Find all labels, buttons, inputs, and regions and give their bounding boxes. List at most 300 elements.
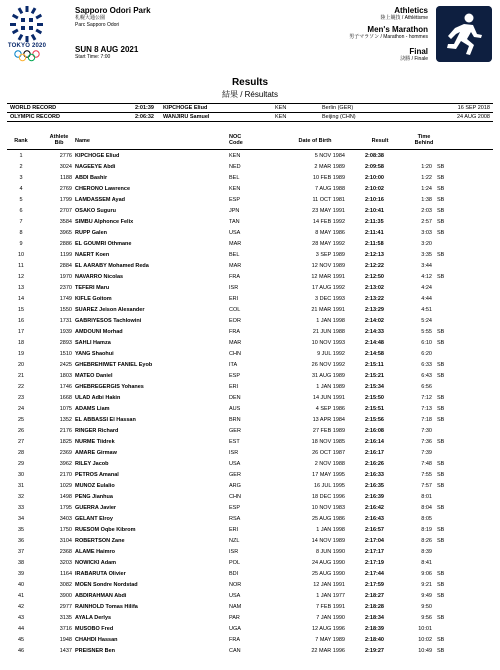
table-row [7, 195, 493, 206]
cell-noc: ARG [229, 483, 241, 489]
venue-block [75, 6, 151, 29]
cell-result: 2:15:34 [365, 384, 384, 390]
cell-dob: 7 JAN 1990 [316, 615, 345, 621]
cell-dob: 14 NOV 1989 [311, 538, 345, 544]
cell-result: 2:16:33 [365, 472, 384, 478]
cell-dob: 14 JUN 1991 [312, 395, 345, 401]
cell-name: EL ABBASSI El Hassan [75, 417, 136, 423]
cell-result: 2:16:43 [365, 516, 384, 522]
table-row [7, 338, 493, 349]
cell-noc: CHN [229, 351, 241, 357]
cell-result: 2:13:02 [365, 285, 384, 291]
cell-dob: 5 NOV 1984 [314, 153, 345, 159]
header-rank: Rank [14, 138, 28, 144]
cell-dob: 10 NOV 1993 [311, 340, 345, 346]
cell-time-behind: 8:41 [421, 560, 432, 566]
cell-bib: 2776 [59, 153, 72, 159]
cell-dob: 2 MAR 1989 [314, 164, 345, 170]
cell-name: MOEN Sondre Nordstad [75, 582, 138, 588]
cell-dob: 25 AUG 1986 [311, 516, 345, 522]
cell-result: 2:14:02 [365, 318, 384, 324]
cell-noc: DEN [229, 395, 241, 401]
cell-rank: 39 [17, 571, 25, 577]
cell-remark: SB [437, 461, 445, 467]
cell-noc: USA [229, 461, 241, 467]
cell-result: 2:10:16 [365, 197, 384, 203]
cell-time-behind: 7:13 [421, 406, 432, 412]
athletics-running-icon [436, 6, 492, 62]
cell-time-behind: 6:10 [421, 340, 432, 346]
cell-name: NOWICKI Adam [75, 560, 117, 566]
session-date: SUN 8 AUG 2021 [75, 45, 139, 54]
cell-time-behind: 4:12 [421, 274, 432, 280]
cell-noc: TAN [229, 219, 240, 225]
header-tb-line2: Behind [414, 140, 434, 146]
cell-time-behind: 5:24 [421, 318, 432, 324]
cell-bib: 2977 [59, 604, 72, 610]
table-row [7, 349, 493, 360]
cell-rank: 21 [17, 373, 25, 379]
table-row [7, 580, 493, 591]
cell-time-behind: 7:36 [421, 439, 432, 445]
cell-dob: 28 MAY 1992 [312, 241, 345, 247]
cell-dob: 12 MAR 1991 [311, 274, 345, 280]
cell-noc: USA [229, 230, 241, 236]
cell-dob: 1 JAN 1977 [316, 593, 345, 599]
table-row [7, 470, 493, 481]
cell-name: EL GOUMRI Othmane [75, 241, 132, 247]
cell-dob: 7 FEB 1991 [315, 604, 345, 610]
cell-bib: 2884 [59, 263, 72, 269]
cell-bib: 1188 [60, 175, 72, 181]
phase-name-alt: 決勝 / Finale [400, 56, 428, 62]
table-row [7, 162, 493, 173]
results-table-header [7, 131, 493, 150]
cell-dob: 3 DEC 1993 [315, 296, 345, 302]
cell-name: RUPP Galen [75, 230, 107, 236]
cell-result: 2:17:59 [365, 582, 384, 588]
cell-rank: 37 [17, 549, 25, 555]
cell-result: 2:13:22 [365, 296, 384, 302]
cell-noc: GER [229, 472, 241, 478]
cell-bib: 2369 [59, 450, 72, 456]
cell-name: ULAD Adbi Hakin [75, 395, 121, 401]
cell-rank: 16 [17, 318, 25, 324]
cell-rank: 13 [17, 285, 25, 291]
table-row [7, 448, 493, 459]
olympic-record-row [7, 112, 493, 121]
cell-noc: KEN [229, 186, 241, 192]
cell-time-behind: 10:49 [418, 648, 432, 654]
venue-name: Sapporo Odori Park [75, 6, 151, 15]
table-row [7, 239, 493, 250]
cell-noc: UGA [229, 626, 241, 632]
record-holder: WANJIRU Samuel [163, 114, 210, 120]
cell-result: 2:16:39 [365, 494, 384, 500]
cell-dob: 10 FEB 1989 [312, 175, 345, 181]
cell-noc: EST [229, 439, 240, 445]
cell-remark: SB [437, 439, 445, 445]
cell-bib: 2368 [59, 549, 72, 555]
record-date: 16 SEP 2018 [457, 105, 490, 111]
tokyo-2020-emblem-icon [7, 4, 47, 64]
results-table-body [7, 151, 493, 657]
cell-dob: 12 AUG 1996 [311, 626, 345, 632]
record-date: 24 AUG 2008 [456, 114, 490, 120]
cell-rank: 34 [17, 516, 25, 522]
cell-bib: 3104 [59, 538, 72, 544]
cell-result: 2:16:57 [365, 527, 384, 533]
cell-name: RINGER Richard [75, 428, 119, 434]
table-row [7, 261, 493, 272]
cell-noc: GER [229, 428, 241, 434]
cell-rank: 44 [17, 626, 25, 632]
cell-remark: SB [437, 395, 445, 401]
cell-bib: 2370 [59, 285, 72, 291]
cell-dob: 11 OCT 1981 [312, 197, 345, 203]
cell-rank: 19 [17, 351, 25, 357]
cell-name: GUERRA Javier [75, 505, 117, 511]
cell-bib: 3965 [59, 230, 72, 236]
cell-rank: 40 [17, 582, 25, 588]
cell-rank: 43 [17, 615, 25, 621]
cell-dob: 4 SEP 1986 [315, 406, 345, 412]
table-row [7, 305, 493, 316]
cell-result: 2:19:27 [365, 648, 384, 654]
table-row [7, 481, 493, 492]
cell-time-behind: 6:43 [421, 373, 432, 379]
cell-remark: SB [437, 538, 445, 544]
cell-result: 2:10:41 [365, 208, 384, 214]
cell-bib: 1550 [59, 307, 72, 313]
cell-dob: 18 NOV 1985 [311, 439, 345, 445]
cell-name: ABDI Bashir [75, 175, 108, 181]
cell-bib: 1731 [59, 318, 72, 324]
results-title: Results [231, 77, 269, 88]
cell-rank: 7 [19, 219, 23, 225]
cell-name: AMARE Girmaw [75, 450, 117, 456]
cell-dob: 31 AUG 1989 [311, 373, 345, 379]
cell-bib: 2893 [59, 340, 72, 346]
cell-result: 2:16:35 [365, 483, 384, 489]
cell-result: 2:15:11 [365, 362, 384, 368]
start-time: Start Time: 7:00 [75, 54, 111, 60]
cell-result: 2:15:21 [365, 373, 384, 379]
table-row [7, 316, 493, 327]
cell-time-behind: 7:55 [421, 472, 432, 478]
cell-time-behind: 9:50 [421, 604, 432, 610]
cell-result: 2:14:48 [365, 340, 384, 346]
cell-noc: ESP [229, 197, 241, 203]
cell-rank: 14 [17, 296, 25, 302]
cell-noc: ESP [229, 505, 241, 511]
cell-name: RILEY Jacob [75, 461, 109, 467]
cell-name: GHEBREGERGIS Yohanes [75, 384, 144, 390]
cell-remark: SB [437, 483, 445, 489]
cell-remark: SB [437, 373, 445, 379]
world-record-row [7, 104, 493, 112]
cell-result: 2:11:58 [365, 241, 384, 247]
cell-dob: 26 OCT 1987 [312, 450, 345, 456]
cell-dob: 8 JUN 1990 [315, 549, 345, 555]
record-time: 2:01:39 [135, 105, 154, 111]
cell-rank: 1 [19, 153, 23, 159]
cell-noc: AUS [229, 406, 241, 412]
cell-noc: BEL [229, 175, 240, 181]
cell-noc: ERI [229, 527, 239, 533]
record-noc: KEN [275, 114, 287, 120]
cell-noc: FRA [229, 329, 240, 335]
cell-result: 2:16:14 [365, 439, 384, 445]
cell-time-behind: 8:01 [421, 494, 432, 500]
cell-bib: 1510 [59, 351, 72, 357]
cell-dob: 21 MAR 1991 [311, 307, 345, 313]
cell-result: 2:18:40 [365, 637, 384, 643]
cell-bib: 1939 [59, 329, 72, 335]
cell-time-behind: 7:57 [421, 483, 432, 489]
table-row [7, 294, 493, 305]
cell-noc: ISR [229, 450, 239, 456]
cell-remark: SB [437, 406, 445, 412]
cell-remark: SB [437, 527, 445, 533]
cell-name: ROBERTSON Zane [75, 538, 125, 544]
cell-time-behind: 9:06 [421, 571, 432, 577]
cell-time-behind: 4:24 [421, 285, 432, 291]
table-row [7, 525, 493, 536]
cell-noc: JPN [229, 208, 240, 214]
cell-name: MUSOBO Fred [75, 626, 114, 632]
event-block [349, 6, 428, 63]
header-name: Name [75, 138, 90, 144]
table-row [7, 547, 493, 558]
table-row [7, 360, 493, 371]
record-holder: KIPCHOGE Eliud [163, 105, 208, 111]
cell-bib: 1750 [59, 527, 72, 533]
table-row [7, 393, 493, 404]
cell-rank: 3 [19, 175, 23, 181]
cell-result: 2:11:35 [365, 219, 384, 225]
cell-result: 2:15:50 [365, 395, 384, 401]
cell-rank: 23 [17, 395, 25, 401]
cell-rank: 22 [17, 384, 25, 390]
cell-bib: 1029 [59, 483, 72, 489]
cell-noc: MAR [229, 241, 242, 247]
venue-name-jp: 札幌大通公園 [75, 15, 106, 21]
cell-time-behind: 3:44 [421, 263, 432, 269]
cell-rank: 20 [17, 362, 25, 368]
table-row [7, 228, 493, 239]
cell-time-behind: 10:02 [418, 637, 432, 643]
header-noc-line1: NOC [229, 134, 242, 140]
header-bib-line2: Bib [54, 140, 64, 146]
cell-bib: 3962 [59, 461, 72, 467]
table-row [7, 272, 493, 283]
cell-name: PETROS Amanal [75, 472, 119, 478]
cell-noc: BEL [229, 252, 240, 258]
cell-dob: 24 AUG 1990 [311, 560, 345, 566]
cell-noc: BDI [229, 571, 239, 577]
cell-name: AYALA Derlys [75, 615, 112, 621]
phase-name: Final [409, 47, 428, 56]
header-bib [47, 134, 71, 146]
cell-time-behind: 8:04 [421, 505, 432, 511]
cell-time-behind: 7:48 [421, 461, 432, 467]
cell-name: SAHLI Hamza [75, 340, 111, 346]
cell-name: ABDIRAHMAN Abdi [75, 593, 127, 599]
cell-dob: 1 JAN 1998 [316, 527, 345, 533]
cell-rank: 9 [19, 241, 23, 247]
cell-result: 2:12:13 [365, 252, 384, 258]
cell-bib: 3203 [59, 560, 72, 566]
cell-remark: SB [437, 230, 445, 236]
cell-rank: 31 [17, 483, 25, 489]
table-row [7, 514, 493, 525]
cell-dob: 12 JAN 1991 [313, 582, 345, 588]
cell-remark: SB [437, 340, 445, 346]
page-header [0, 0, 500, 70]
cell-rank: 41 [17, 593, 25, 599]
cell-result: 2:17:44 [365, 571, 384, 577]
cell-name: KIFLE Goitom [75, 296, 112, 302]
cell-dob: 8 MAY 1986 [315, 230, 345, 236]
cell-bib: 1498 [59, 494, 72, 500]
cell-noc: USA [229, 593, 241, 599]
cell-rank: 28 [17, 450, 25, 456]
cell-remark: SB [437, 219, 445, 225]
cell-bib: 1437 [59, 648, 72, 654]
cell-noc: MAR [229, 263, 242, 269]
cell-dob: 17 AUG 1992 [311, 285, 345, 291]
cell-rank: 8 [19, 230, 23, 236]
header-time-behind [409, 134, 439, 146]
cell-result: 2:17:04 [365, 538, 384, 544]
table-row [7, 151, 493, 162]
cell-noc: ISR [229, 285, 239, 291]
cell-bib: 1668 [59, 395, 72, 401]
cell-name: YANG Shaohui [75, 351, 114, 357]
cell-dob: 1 JAN 1989 [316, 384, 345, 390]
cell-noc: PAR [229, 615, 240, 621]
cell-remark: SB [437, 571, 445, 577]
cell-bib: 3900 [59, 593, 72, 599]
cell-name: KIPCHOGE Eliud [75, 153, 120, 159]
table-row [7, 558, 493, 569]
table-row [7, 503, 493, 514]
cell-name: RUESOM Oqbe Kibrom [75, 527, 136, 533]
cell-noc: MAR [229, 340, 242, 346]
cell-time-behind: 8:39 [421, 549, 432, 555]
cell-result: 2:08:38 [365, 153, 384, 159]
cell-name: MATEO Daniel [75, 373, 113, 379]
table-row [7, 173, 493, 184]
cell-name: GABRIYESOS Tachlowini [75, 318, 142, 324]
cell-bib: 1199 [60, 252, 72, 258]
table-row [7, 250, 493, 261]
cell-rank: 46 [17, 648, 25, 654]
cell-time-behind: 6:33 [421, 362, 432, 368]
record-time: 2:06:32 [135, 114, 154, 120]
event-name: Men's Marathon [367, 25, 428, 34]
cell-name: TEFERI Maru [75, 285, 110, 291]
cell-result: 2:16:42 [365, 505, 384, 511]
cell-dob: 17 MAY 1995 [312, 472, 345, 478]
cell-remark: SB [437, 164, 445, 170]
cell-dob: 26 NOV 1992 [311, 362, 345, 368]
sport-name-alt: 陸上競技 / Athlétisme [380, 15, 428, 21]
header-bib-line1: Athlete [49, 134, 69, 140]
cell-dob: 1 JAN 1998 [316, 318, 345, 324]
cell-bib: 1803 [59, 373, 72, 379]
cell-bib: 3024 [59, 164, 72, 170]
cell-result: 2:18:39 [365, 626, 384, 632]
cell-remark: SB [437, 593, 445, 599]
cell-time-behind: 7:12 [421, 395, 432, 401]
cell-dob: 18 DEC 1996 [311, 494, 345, 500]
cell-remark: SB [437, 472, 445, 478]
table-row [7, 217, 493, 228]
cell-rank: 18 [17, 340, 25, 346]
cell-bib: 1352 [59, 417, 72, 423]
table-row [7, 602, 493, 613]
cell-name: SUAREZ Jeison Alexander [75, 307, 145, 313]
cell-name: NAERT Koen [75, 252, 110, 258]
cell-time-behind: 5:55 [421, 329, 432, 335]
cell-noc: FRA [229, 274, 240, 280]
cell-bib: 2170 [59, 472, 72, 478]
cell-time-behind: 9:56 [421, 615, 432, 621]
cell-rank: 45 [17, 637, 25, 643]
cell-bib: 1749 [59, 296, 72, 302]
cell-dob: 16 JUL 1995 [314, 483, 345, 489]
cell-name: CHAHDI Hassan [75, 637, 118, 643]
cell-time-behind: 1:24 [421, 186, 432, 192]
record-place: Beijing (CHN) [322, 114, 356, 120]
cell-noc: ERI [229, 384, 239, 390]
table-row [7, 536, 493, 547]
cell-noc: RSA [229, 516, 241, 522]
cell-remark: SB [437, 208, 445, 214]
cell-rank: 30 [17, 472, 25, 478]
cell-result: 2:09:58 [365, 164, 384, 170]
cell-dob: 13 APR 1984 [312, 417, 345, 423]
header-result: Result [371, 138, 389, 144]
cell-name: NAGEEYE Abdi [75, 164, 116, 170]
cell-dob: 27 FEB 1989 [312, 428, 345, 434]
cell-dob: 9 JUL 1992 [317, 351, 345, 357]
cell-noc: NZL [229, 538, 240, 544]
record-noc: KEN [275, 105, 287, 111]
cell-name: AMDOUNI Morhad [75, 329, 123, 335]
sport-name: Athletics [394, 6, 428, 15]
cell-noc: CAN [229, 648, 241, 654]
cell-result: 2:10:00 [365, 175, 384, 181]
cell-name: ADAMS Liam [75, 406, 110, 412]
table-row [7, 613, 493, 624]
cell-rank: 35 [17, 527, 25, 533]
cell-time-behind: 6:20 [421, 351, 432, 357]
cell-rank: 11 [18, 263, 24, 269]
record-label: WORLD RECORD [10, 105, 57, 111]
cell-dob: 23 MAY 1991 [312, 208, 345, 214]
venue-name-alt: Parc Sapporo Odori [75, 22, 120, 28]
cell-time-behind: 4:51 [421, 307, 432, 313]
results-subtitle: 結果 / Résultats [221, 90, 278, 99]
cell-name: MUNOZ Eulalio [75, 483, 115, 489]
cell-rank: 32 [17, 494, 25, 500]
cell-time-behind: 1:38 [421, 197, 432, 203]
cell-rank: 38 [17, 560, 25, 566]
cell-bib: 2886 [59, 241, 72, 247]
